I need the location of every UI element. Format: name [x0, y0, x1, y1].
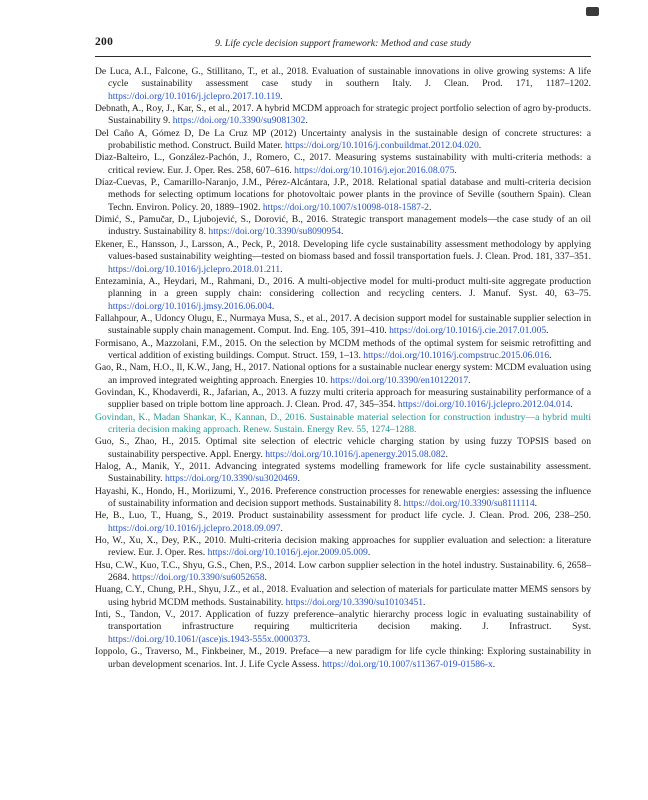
reference-text: .: [428, 201, 432, 213]
reference-item: [95, 128, 591, 153]
reference-text: Entezaminia, A., Heydari, M., Rahmani, D., 2016. A multi-objective model for multi-product multi-site aggregate production planning in a green supply chain: considering collection and recycling centers. J. Manuf. Syst. 40, 63–75.: [95, 275, 591, 300]
reference-text: Fallahpour, A., Udoncy Olugu, E., Nurmaya Musa, S., et al., 2017. A decision support model for sustainable supplier selection in sustainable supply chain management. Comput. Ind. Eng. 105, 391–410.: [95, 312, 591, 337]
reference-text: Dimić, S., Pamučar, D., Ljubojević, S., Dorović, B., 2016. Strategic transport management models—the case study of an oil industry. Sustainability 8.: [95, 214, 591, 238]
reference-text: .: [367, 547, 371, 559]
reference-text: Debnath, A., Roy, J., Kar, S., et al., 2017. A hybrid MCDM approach for strategic project portfolio selection of agro by-products. Sustainability 9.: [95, 103, 591, 127]
reference-text: Ho, W., Xu, X., Dey, P.K., 2010. Multi-criteria decision making approaches for supplier evaluation and selection: a literature review. Eur. J. Oper. Res.: [95, 535, 591, 559]
doi-link[interactable]: https://doi.org/10.3390/su10103451: [285, 596, 424, 608]
reference-text: De Luca, A.I., Falcone, G., Stillitano, T., et al., 2018. Evaluation of sustainable innovations in olive growing systems: A life cycle sustainability assessment case study in southern Italy. J. Clean. Prod. 171, 1187–1202.: [95, 66, 591, 90]
doi-link[interactable]: https://doi.org/10.3390/su8090954: [208, 226, 341, 238]
references-list: [95, 66, 591, 671]
reference-text: Gao, R., Nam, H.O., Il, K.W., Jang, H., 2017. National options for a sustainable nuclear energy system: MCDM evaluation using an improved integrated weighting approach. Energies 10.: [95, 362, 591, 386]
reference-item: [95, 66, 591, 103]
reference-text: .: [307, 633, 311, 645]
reference-item: [95, 362, 591, 387]
doi-link[interactable]: https://doi.org/10.1016/j.apenergy.2015.08.082: [265, 448, 446, 460]
doi-link[interactable]: https://doi.org/10.1016/j.jclepro.2017.10.119: [108, 90, 281, 102]
reference-text: .: [534, 498, 538, 510]
reference-text: .: [570, 399, 573, 411]
doi-link[interactable]: https://doi.org/10.3390/su3020469: [164, 473, 298, 485]
running-title: 9. Life cycle decision support framework: Method and case study: [215, 38, 471, 49]
reference-text: Inti, S., Tandon, V., 2017. Application of fuzzy preference–analytic hierarchy process logic in evaluating sustainability of transportation infrastructure requiring multicriteria decision making. J. Infrastruct. Syst.: [95, 609, 591, 633]
page-header: [95, 36, 591, 50]
reference-text: .: [445, 448, 448, 460]
reference-item: [95, 461, 591, 486]
header-rule: [95, 56, 591, 57]
reference-item: [95, 609, 591, 646]
reference-item: [95, 152, 591, 177]
reference-text: Ioppolo, G., Traverso, M., Finkbeiner, M., 2019. Preface—a new paradigm for life cycle thinking: Exploring sustainability in urban development scenarios. Int. J. Life Cycle Assess.: [95, 646, 591, 670]
reference-item: [95, 560, 591, 585]
reference-text: .: [423, 596, 426, 608]
reference-item: [95, 584, 591, 609]
doi-link[interactable]: https://doi.org/10.1007/s11367-019-01586-x: [322, 658, 493, 670]
reference-text: Guo, S., Zhao, H., 2015. Optimal site selection of electric vehicle charging station by using fuzzy TOPSIS based on sustainability perspective. Appl. Energy.: [95, 436, 591, 460]
reference-text: .: [340, 226, 344, 238]
doi-link[interactable]: https://doi.org/10.1016/j.cie.2017.01.005: [389, 325, 547, 337]
reference-item: [95, 177, 591, 214]
reference-text: Huang, C.Y., Chung, P.H., Shyu, J.Z., et al., 2018. Evaluation and selection of materials for particulate matter MEMS sensors by using hybrid MCDM methods. Sustainability.: [95, 584, 591, 608]
reference-item: [95, 276, 591, 313]
reference-item: [95, 510, 591, 535]
doi-link[interactable]: https://doi.org/10.1007/s10098-018-1587-2: [262, 201, 429, 213]
reference-text: .: [264, 572, 267, 584]
doi-link[interactable]: https://doi.org/10.1016/j.jclepro.2012.04.014: [397, 399, 571, 411]
reference-item: [95, 214, 591, 239]
reference-item: [95, 486, 591, 511]
reference-text: Hsu, C.W., Kuo, T.C., Shyu, G.S., Chen, P.S., 2014. Low carbon supplier selection in the hotel industry. Sustainability. 6, 2658–2684.: [95, 559, 591, 584]
linked-reference-text[interactable]: Govindan, K., Madan Shankar, K., Kannan, D., 2016. Sustainable material selection for construction industry—a hybrid multi criteria decision making approach. Renew. Sustain. Energy Rev. 55, 1274–1288.: [95, 411, 591, 435]
reference-text: He, B., Luo, T., Huang, S., 2019. Product sustainability assessment for product life cycle. J. Clean. Prod. 206, 238–250.: [95, 510, 591, 522]
doi-link[interactable]: https://doi.org/10.1016/j.conbuildmat.2012.04.020: [284, 140, 479, 152]
reference-item: [95, 412, 591, 437]
doi-link[interactable]: https://doi.org/10.1016/j.ejor.2009.05.009: [207, 547, 368, 559]
reference-item: [95, 535, 591, 560]
reference-text: Formisano, A., Mazzolani, F.M., 2015. On the selection by MCDM methods of the optimal system for seismic retrofitting and vertical addition of existing buildings. Comput. Struct. 159, 1–13.: [95, 337, 591, 361]
doi-link[interactable]: https://doi.org/10.3390/su6052658: [131, 572, 265, 584]
doi-link[interactable]: https://doi.org/10.1016/j.compstruc.2015.06.016: [363, 349, 550, 361]
reference-text: Diaz-Balteiro, L., González-Pachón, J., Romero, C., 2017. Measuring systems sustainability with multi-criteria methods: a critical review. Eur. J. Oper. Res. 258, 607–616.: [95, 152, 591, 176]
reference-text: Ekener, E., Hansson, J., Larsson, A., Peck, P., 2018. Developing life cycle sustainability assessment methodology by applying values-based sustainability weighting—tested on biomass based and fossil transportation fuels. J. Clean. Prod. 181, 337–351.: [95, 238, 591, 263]
doi-link[interactable]: https://doi.org/10.3390/su9081302: [172, 115, 306, 127]
reference-text: Govindan, K., Khodaverdi, R., Jafarian, A., 2013. A fuzzy multi criteria approach for measuring sustainability performance of a supplier based on triple bottom line approach. J. Clean. Prod. 47, 345–354.: [95, 386, 591, 411]
reference-text: .: [546, 325, 549, 337]
reference-text: .: [305, 115, 308, 127]
reference-text: .: [280, 522, 283, 534]
reference-text: .: [297, 473, 300, 485]
reference-item: [95, 338, 591, 363]
reference-text: Hayashi, K., Hondo, H., Moriizumi, Y., 2016. Preference construction processes for renewable energies: assessing the influence of sustainability information and decision support methods. Sustainability 8.: [95, 485, 591, 510]
reference-text: Díaz-Cuevas, P., Camarillo-Naranjo, J.M., Pérez-Alcántara, J.P., 2018. Relational spatial database and multi-criteria decision methods for selecting optimum locations for photovoltaic power plants in the province of Seville (southern Spain). Clean Techn. Environ. Policy. 20, 1889–1902.: [95, 177, 591, 213]
doi-link[interactable]: https://doi.org/10.1016/j.jmsy.2016.06.004: [108, 300, 272, 312]
doi-link[interactable]: https://doi.org/10.1061/(asce)is.1943-555x.0000373: [108, 633, 308, 645]
reference-text: .: [549, 349, 552, 361]
reference-text: Halog, A., Manik, Y., 2011. Advancing integrated systems modelling framework for life cycle sustainability assessment. Sustainability.: [95, 461, 591, 485]
reference-text: .: [280, 90, 283, 102]
page-number: 200: [95, 36, 114, 48]
reference-text: .: [492, 658, 496, 670]
reference-item: [95, 436, 591, 461]
reference-text: .: [271, 300, 275, 312]
reference-item: [95, 239, 591, 276]
reference-text: .: [468, 374, 471, 386]
page-corner-mark: [586, 7, 599, 16]
reference-item: [95, 313, 591, 338]
doi-link[interactable]: https://doi.org/10.1016/j.ejor.2016.08.075: [294, 164, 455, 176]
reference-text: .: [478, 140, 482, 152]
reference-text: .: [280, 263, 283, 275]
doi-link[interactable]: https://doi.org/10.1016/j.jclepro.2018.01.211: [108, 263, 281, 275]
reference-text: Del Caño A, Gómez D, De La Cruz MP (2012) Uncertainty analysis in the sustainable design of concrete structures: a probabilistic method. Construct. Build Mater.: [95, 127, 591, 152]
reference-text: .: [454, 164, 457, 176]
reference-item: [95, 103, 591, 128]
doi-link[interactable]: https://doi.org/10.3390/en10122017: [330, 374, 469, 386]
reference-item: [95, 646, 591, 671]
doi-link[interactable]: https://doi.org/10.1016/j.jclepro.2018.09.097: [108, 522, 281, 534]
doi-link[interactable]: https://doi.org/10.3390/su8111114: [403, 498, 535, 510]
reference-item: [95, 387, 591, 412]
